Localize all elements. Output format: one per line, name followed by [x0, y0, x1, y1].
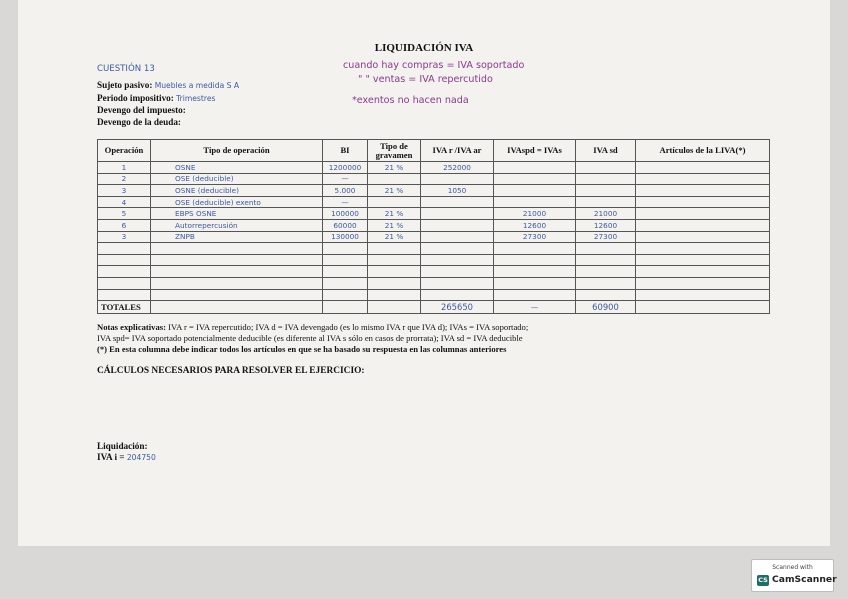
cell-articulos: [636, 185, 770, 197]
cell-ivaspd: 27300: [494, 231, 576, 243]
cell-tipo-gravamen: [368, 254, 421, 266]
notes-line-1: [97, 322, 528, 333]
table-header-row: [98, 140, 770, 162]
scanned-with-text: Scanned with: [772, 564, 813, 571]
cell-tipo-operacion: [151, 266, 323, 278]
cell-iva-r: [421, 196, 494, 208]
table-row: [98, 219, 770, 231]
periodo-row: [97, 93, 215, 103]
cell-tipo-gravamen: [368, 266, 421, 278]
totals-cell: [368, 301, 421, 314]
table-row: [98, 266, 770, 278]
cell-articulos: [636, 208, 770, 220]
cell-iva-sd: [576, 185, 636, 197]
cell-iva-r: [421, 208, 494, 220]
header-iva-r: IVA r /IVA ar: [421, 140, 494, 162]
calc-heading: CÁLCULOS NECESARIOS PARA RESOLVER EL EJERCICIO:: [97, 366, 365, 376]
cell-iva-sd: 12600: [576, 219, 636, 231]
cell-iva-r: [421, 243, 494, 255]
cell-ivaspd: [494, 254, 576, 266]
iva-i-label: IVA i =: [97, 452, 127, 462]
totals-iva-r: 265650: [421, 301, 494, 314]
cell-iva-r: 1050: [421, 185, 494, 197]
cell-tipo-gravamen: [368, 277, 421, 289]
cell-iva-r: [421, 219, 494, 231]
header-iva-sd: IVA sd: [576, 140, 636, 162]
cell-ivaspd: [494, 266, 576, 278]
cell-articulos: [636, 173, 770, 185]
cell-bi: [323, 243, 368, 255]
cell-articulos: [636, 219, 770, 231]
cell-tipo-operacion: ZNPB: [151, 231, 323, 243]
table-row: [98, 243, 770, 255]
camscanner-brand: CamScanner: [772, 574, 837, 585]
cell-bi: 100000: [323, 208, 368, 220]
document-title: LIQUIDACIÓN IVA: [374, 42, 474, 54]
cell-tipo-gravamen: 21 %: [368, 162, 421, 174]
cell-iva-r: [421, 277, 494, 289]
cell-tipo-gravamen: 21 %: [368, 185, 421, 197]
table-row: [98, 173, 770, 185]
header-tipo-gravamen: Tipo de gravamen: [368, 140, 421, 162]
cell-iva-sd: [576, 277, 636, 289]
cell-tipo-gravamen: 21 %: [368, 208, 421, 220]
table-row: [98, 231, 770, 243]
cell-ivaspd: [494, 196, 576, 208]
cell-iva-sd: [576, 162, 636, 174]
cell-operacion: 3: [98, 185, 151, 197]
camscanner-logo-icon: CS: [758, 576, 768, 584]
cell-iva-sd: [576, 289, 636, 301]
devengo-deuda-label: Devengo de la deuda:: [97, 117, 181, 127]
cell-operacion: [98, 266, 151, 278]
cell-operacion: 6: [98, 219, 151, 231]
scanned-paper: [18, 0, 830, 546]
table-row: [98, 289, 770, 301]
cell-bi: [323, 277, 368, 289]
iva-i-row: [97, 452, 156, 462]
cell-iva-r: [421, 266, 494, 278]
cell-tipo-operacion: OSNE: [151, 162, 323, 174]
table-row: [98, 277, 770, 289]
cell-ivaspd: 12600: [494, 219, 576, 231]
handwritten-note-3: *exentos no hacen nada: [352, 95, 469, 106]
totals-iva-sd: 60900: [576, 301, 636, 314]
cell-articulos: [636, 254, 770, 266]
cell-articulos: [636, 162, 770, 174]
cell-tipo-gravamen: 21 %: [368, 219, 421, 231]
cell-tipo-gravamen: 21 %: [368, 231, 421, 243]
cell-ivaspd: [494, 185, 576, 197]
notes-line-1-text: IVA r = IVA repercutido; IVA d = IVA devengado (es lo mismo IVA r que IVA d); IVAs = IVA soportado;: [165, 322, 529, 332]
cell-tipo-operacion: [151, 254, 323, 266]
table-row: [98, 185, 770, 197]
cell-bi: 1200000: [323, 162, 368, 174]
cell-operacion: 2: [98, 173, 151, 185]
liquidacion-label: Liquidación:: [97, 441, 148, 451]
sujeto-pasivo-row: [97, 80, 239, 90]
cell-bi: —: [323, 196, 368, 208]
cell-ivaspd: [494, 289, 576, 301]
table-row: [98, 196, 770, 208]
cell-articulos: [636, 243, 770, 255]
cell-operacion: 3: [98, 231, 151, 243]
totals-articulos: [636, 301, 770, 314]
cell-tipo-operacion: [151, 289, 323, 301]
totals-ivaspd: —: [494, 301, 576, 314]
cell-tipo-operacion: Autorrepercusión: [151, 219, 323, 231]
cell-iva-sd: [576, 254, 636, 266]
cell-bi: [323, 289, 368, 301]
cell-ivaspd: [494, 173, 576, 185]
cell-articulos: [636, 289, 770, 301]
cell-operacion: [98, 277, 151, 289]
totals-cell: [151, 301, 323, 314]
cell-bi: 130000: [323, 231, 368, 243]
exercise-label: CUESTIÓN 13: [97, 64, 155, 74]
cell-tipo-operacion: OSNE (deducible): [151, 185, 323, 197]
cell-articulos: [636, 231, 770, 243]
totals-cell: [323, 301, 368, 314]
liquidacion-table: [97, 139, 770, 314]
cell-articulos: [636, 196, 770, 208]
header-articulos: Artículos de la LIVA(*): [636, 140, 770, 162]
periodo-label: Periodo impositivo:: [97, 93, 174, 103]
table-row: [98, 208, 770, 220]
handwritten-note-2: " " ventas = IVA repercutido: [358, 74, 493, 85]
cell-iva-r: [421, 289, 494, 301]
cell-tipo-operacion: OSE (deducible): [151, 173, 323, 185]
cell-iva-sd: [576, 196, 636, 208]
table-row: [98, 254, 770, 266]
cell-operacion: [98, 243, 151, 255]
cell-tipo-operacion: EBPS OSNE: [151, 208, 323, 220]
table-row: [98, 162, 770, 174]
cell-iva-r: [421, 231, 494, 243]
cell-bi: 5.000: [323, 185, 368, 197]
cell-operacion: 4: [98, 196, 151, 208]
cell-bi: —: [323, 173, 368, 185]
camscanner-watermark: [751, 559, 837, 592]
cell-operacion: 1: [98, 162, 151, 174]
cell-tipo-operacion: OSE (deducible) exento: [151, 196, 323, 208]
cell-iva-sd: [576, 173, 636, 185]
notes-line-2: IVA spd= IVA soportado potencialmente deducible (es diferente al IVA s sólo en casos de prorrata); IVA sd = IVA deducible: [97, 333, 523, 343]
iva-i-value: 204750: [126, 453, 156, 462]
cell-iva-sd: 27300: [576, 231, 636, 243]
cell-iva-r: 252000: [421, 162, 494, 174]
sujeto-pasivo-value: Muebles a medida S A: [154, 81, 240, 90]
cell-ivaspd: [494, 277, 576, 289]
header-ivaspd: IVAspd = IVAs: [494, 140, 576, 162]
devengo-impuesto-label: Devengo del impuesto:: [97, 105, 186, 115]
periodo-value: Trimestres: [176, 94, 216, 103]
cell-operacion: 5: [98, 208, 151, 220]
cell-tipo-gravamen: [368, 196, 421, 208]
cell-articulos: [636, 277, 770, 289]
cell-tipo-operacion: [151, 243, 323, 255]
header-tipo-operacion: Tipo de operación: [151, 140, 323, 162]
cell-iva-r: [421, 254, 494, 266]
cell-ivaspd: [494, 162, 576, 174]
header-operacion: Operación: [98, 140, 151, 162]
notes-line-3: (*) En esta columna debe indicar todos los artículos en que se ha basado su respuesta en las columnas anteriores: [97, 344, 507, 354]
cell-ivaspd: [494, 243, 576, 255]
cell-bi: 60000: [323, 219, 368, 231]
cell-iva-sd: 21000: [576, 208, 636, 220]
cell-articulos: [636, 266, 770, 278]
explanatory-notes: [97, 322, 528, 355]
cell-tipo-operacion: [151, 277, 323, 289]
cell-bi: [323, 266, 368, 278]
cell-tipo-gravamen: [368, 289, 421, 301]
cell-operacion: [98, 254, 151, 266]
totals-row: [98, 301, 770, 314]
cell-ivaspd: 21000: [494, 208, 576, 220]
header-bi: BI: [323, 140, 368, 162]
totals-label: TOTALES: [98, 301, 151, 314]
cell-tipo-gravamen: [368, 243, 421, 255]
notes-label: Notas explicativas:: [97, 322, 166, 332]
handwritten-note-1: cuando hay compras = IVA soportado: [343, 60, 525, 71]
cell-bi: [323, 254, 368, 266]
sujeto-pasivo-label: Sujeto pasivo:: [97, 80, 153, 90]
cell-iva-sd: [576, 266, 636, 278]
cell-iva-r: [421, 173, 494, 185]
cell-tipo-gravamen: [368, 173, 421, 185]
cell-operacion: [98, 289, 151, 301]
cell-iva-sd: [576, 243, 636, 255]
